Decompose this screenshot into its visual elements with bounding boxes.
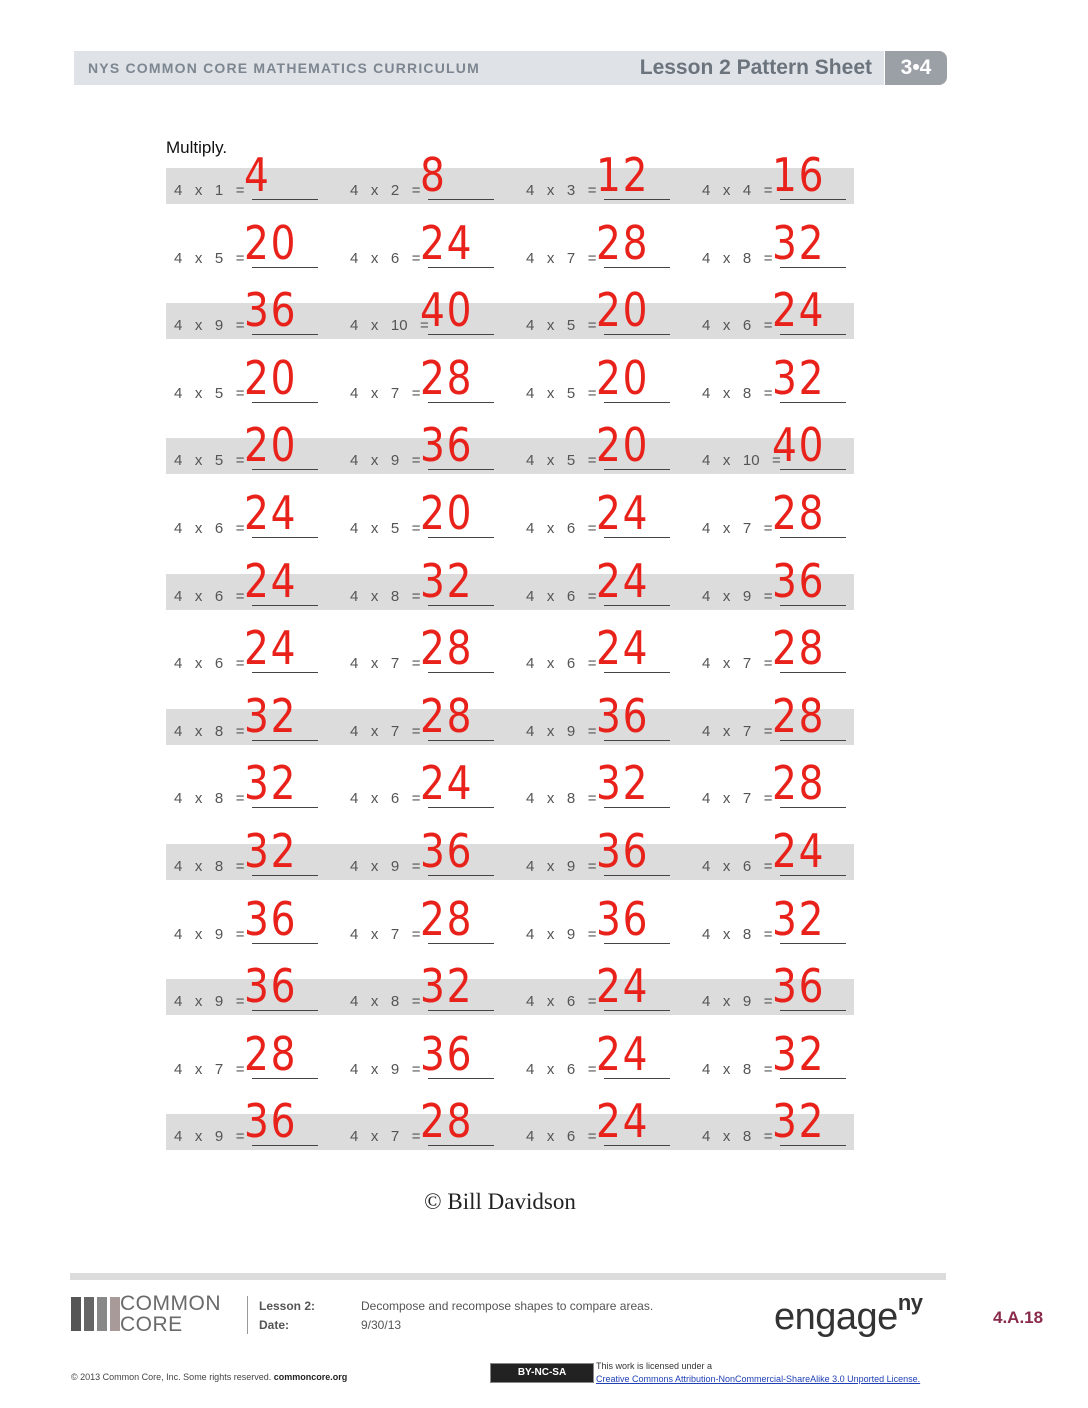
handwritten-answer: 28 [420,1094,474,1149]
problem-cell [342,688,518,745]
problem-equation: 4 x 9 = [350,858,421,875]
problem-cell [342,756,518,812]
problem-equation: 4 x 8 = [702,249,773,267]
problem-equation: 4 x 8 = [350,587,421,605]
problem-equation: 4 x 8 = [174,722,245,740]
problem-cell [518,824,694,880]
problem-equation: 4 x 6 = [350,249,421,267]
problem-cell [166,688,342,745]
handwritten-answer: 28 [772,756,826,811]
problem-cell [166,350,342,407]
problem-cell [694,486,870,542]
problem-equation: 4 x 7 = [350,722,421,740]
handwritten-answer: 24 [596,1094,650,1149]
problem-cell [518,621,694,677]
problem-cell [342,553,518,610]
handwritten-answer: 20 [596,418,650,473]
page-number: 4.A.18 [993,1308,1044,1327]
handwritten-answer: 24 [244,621,298,676]
problem-cell [518,553,694,610]
problem-cell [518,1026,694,1083]
problem-cell [694,688,870,745]
date-label: Date: [259,1318,290,1332]
problem-cell [342,350,518,407]
handwritten-answer: 36 [596,891,650,946]
copyright-link[interactable]: commoncore.org [273,1372,348,1382]
problem-row [166,553,854,610]
logo-line-2: CORE [120,1313,183,1336]
handwritten-answer: 20 [244,350,298,405]
handwritten-answer: 24 [772,824,826,878]
footer-separator [247,1296,248,1334]
problem-equation: 4 x 7 = [350,384,421,402]
problem-row [166,148,854,204]
problem-row [166,688,854,745]
problem-equation: 4 x 2 = [350,182,421,199]
problem-cell [694,283,870,339]
problem-equation: 4 x 8 = [350,993,421,1011]
problem-cell [166,215,342,272]
handwritten-answer: 16 [772,148,826,202]
problem-equation: 4 x 6 = [174,655,245,673]
handwritten-answer: 20 [420,486,474,540]
problem-equation: 4 x 6 = [174,587,245,605]
handwritten-answer: 36 [596,688,650,743]
problem-equation: 4 x 5 = [526,452,597,470]
engageny-logo [774,1290,923,1339]
handwritten-answer: 28 [596,215,650,270]
problem-equation: 4 x 6 = [526,520,597,537]
problem-equation: 4 x 9 = [526,925,597,943]
problem-cell [694,891,870,948]
problem-equation: 4 x 8 = [526,790,597,808]
problem-row [166,959,854,1015]
problem-cell [694,1094,870,1150]
problem-cell [342,1026,518,1083]
page-header [74,51,884,85]
problem-cell [694,1026,870,1083]
problem-cell [166,486,342,542]
problem-equation: 4 x 5 = [526,317,597,335]
handwritten-answer: 40 [420,283,474,338]
handwritten-answer: 32 [772,1026,826,1081]
problem-equation: 4 x 7 = [350,925,421,943]
footer-divider [70,1273,946,1280]
handwritten-answer: 24 [244,486,298,540]
problem-cell [342,283,518,339]
problem-cell [342,959,518,1015]
handwritten-answer: 36 [244,959,298,1014]
problem-equation: 4 x 8 = [174,858,245,875]
author-credit: © Bill Davidson [424,1189,576,1214]
problem-equation: 4 x 5 = [174,452,245,470]
handwritten-answer: 24 [596,1026,650,1081]
problem-cell [518,688,694,745]
problem-cell [166,418,342,474]
problem-equation: 4 x 9 = [702,587,773,605]
lesson-title: Lesson 2 Pattern Sheet [639,56,872,79]
problem-equation: 4 x 6 = [526,993,597,1011]
problem-equation: 4 x 7 = [350,1128,421,1146]
handwritten-answer: 32 [772,1094,826,1149]
problem-cell [694,148,870,204]
problem-cell [166,756,342,812]
problem-cell [166,824,342,880]
handwritten-answer: 24 [420,756,474,811]
handwritten-answer: 32 [772,891,826,946]
problem-equation: 4 x 9 = [350,1060,421,1078]
problem-cell [342,824,518,880]
problem-cell [518,891,694,948]
instruction: Multiply. [166,138,228,157]
problem-row [166,486,854,542]
problem-equation: 4 x 7 = [702,655,773,673]
problem-cell [166,1094,342,1150]
problem-equation: 4 x 7 = [174,1060,245,1078]
handwritten-answer: 24 [596,553,650,608]
handwritten-answer: 28 [420,688,474,743]
problem-cell [518,215,694,272]
handwritten-answer: 28 [772,621,826,676]
handwritten-answer: 32 [596,756,650,811]
engage-text: engage [774,1296,898,1338]
handwritten-answer: 24 [772,283,826,338]
handwritten-answer: 40 [772,418,826,473]
problem-equation: 4 x 6 = [526,1128,597,1146]
problem-cell [694,824,870,880]
handwritten-answer: 32 [772,215,826,270]
problem-cell [166,891,342,948]
handwritten-answer: 20 [244,215,298,270]
curriculum-title: NYS COMMON CORE MATHEMATICS CURRICULUM [88,60,480,76]
problem-equation: 4 x 6 = [350,790,421,808]
handwritten-answer: 4 [244,148,271,202]
license-link[interactable]: Creative Commons Attribution-NonCommercial-ShareAlike 3.0 Unported License. [596,1374,921,1384]
problem-cell [694,215,870,272]
handwritten-answer: 36 [772,959,826,1014]
handwritten-answer: 36 [244,283,298,338]
handwritten-answer: 32 [244,688,298,743]
problem-cell [166,553,342,610]
problem-equation: 4 x 5 = [526,384,597,402]
problem-cell [518,756,694,812]
problem-equation: 4 x 5 = [174,249,245,267]
problem-cell [342,486,518,542]
logo-line-1: COMMON [120,1292,221,1315]
problem-cell [166,148,342,204]
handwritten-answer: 20 [244,418,298,473]
problem-cell [518,283,694,339]
problem-row [166,1026,854,1083]
problem-cell [518,418,694,474]
handwritten-answer: 28 [772,688,826,743]
problem-row [166,350,854,407]
handwritten-answer: 12 [596,148,650,202]
problem-equation: 4 x 5 = [350,520,421,537]
problem-equation: 4 x 9 = [702,993,773,1011]
problem-equation: 4 x 5 = [174,384,245,402]
problem-equation: 4 x 7 = [526,249,597,267]
handwritten-answer: 28 [420,621,474,676]
handwritten-answer: 36 [420,824,474,878]
problem-equation: 4 x 6 = [702,317,773,335]
problem-equation: 4 x 8 = [702,384,773,402]
problem-equation: 4 x 7 = [702,520,773,537]
problem-row [166,1094,854,1150]
handwritten-answer: 36 [596,824,650,878]
problem-row [166,621,854,677]
problem-cell [342,418,518,474]
problem-row [166,891,854,948]
handwritten-answer: 28 [772,486,826,540]
handwritten-answer: 28 [420,350,474,405]
problem-equation: 4 x 10 = [702,452,781,470]
problem-equation: 4 x 8 = [702,1128,773,1146]
problem-equation: 4 x 6 = [174,520,245,537]
problem-equation: 4 x 6 = [702,858,773,875]
problem-equation: 4 x 1 = [174,182,245,199]
problem-cell [694,350,870,407]
problem-cell [342,215,518,272]
problem-equation: 4 x 7 = [350,655,421,673]
problem-equation: 4 x 7 = [702,790,773,808]
handwritten-answer: 36 [420,1026,474,1081]
problem-equation: 4 x 4 = [702,182,773,199]
problem-cell [518,350,694,407]
handwritten-answer: 24 [596,959,650,1014]
handwritten-answer: 36 [420,418,474,473]
grade-module-badge: 3•4 [885,51,947,85]
problem-row [166,283,854,339]
handwritten-answer: 32 [420,553,474,608]
problem-cell [518,148,694,204]
problem-equation: 4 x 7 = [702,722,773,740]
handwritten-answer: 32 [244,756,298,811]
problem-cell [694,756,870,812]
problem-equation: 4 x 3 = [526,182,597,199]
problem-cell [342,621,518,677]
problem-cell [694,418,870,474]
handwritten-answer: 24 [596,486,650,540]
problem-cell [342,1094,518,1150]
handwritten-answer: 24 [420,215,474,270]
problem-cell [342,891,518,948]
handwritten-answer: 28 [244,1026,298,1081]
common-core-logo-text [120,1293,221,1335]
handwritten-answer: 28 [420,891,474,946]
problem-cell [166,1026,342,1083]
problem-equation: 4 x 9 = [350,452,421,470]
problem-equation: 4 x 9 = [174,1128,245,1146]
problem-equation: 4 x 9 = [174,925,245,943]
problem-cell [694,959,870,1015]
problem-equation: 4 x 8 = [702,1060,773,1078]
handwritten-answer: 32 [420,959,474,1014]
handwritten-answer: 8 [420,148,447,202]
problem-equation: 4 x 8 = [702,925,773,943]
lesson-description: Decompose and recompose shapes to compare areas. [361,1299,654,1313]
problem-equation: 4 x 6 = [526,1060,597,1078]
problem-cell [166,283,342,339]
handwritten-answer: 36 [244,1094,298,1149]
handwritten-answer: 20 [596,350,650,405]
lesson-label: Lesson 2: [259,1299,316,1313]
handwritten-answer: 24 [244,553,298,608]
creative-commons-badge-icon: BY-NC-SA [490,1363,594,1383]
problem-equation: 4 x 9 = [174,993,245,1011]
handwritten-answer: 36 [772,553,826,608]
problem-equation: 4 x 8 = [174,790,245,808]
license-text: This work is licensed under a [596,1361,713,1371]
problem-equation: 4 x 9 = [174,317,245,335]
problem-row [166,215,854,272]
problem-cell [166,621,342,677]
problem-equation: 4 x 6 = [526,587,597,605]
problem-cell [518,486,694,542]
problem-row [166,824,854,880]
problem-cell [166,959,342,1015]
date-value: 9/30/13 [361,1318,402,1332]
handwritten-answer: 36 [244,891,298,946]
problem-row [166,756,854,812]
handwritten-answer: 32 [772,350,826,405]
copyright-text: © 2013 Common Core, Inc. Some rights reserved. [71,1372,272,1382]
handwritten-answer: 24 [596,621,650,676]
problem-cell [694,621,870,677]
problem-cell [694,553,870,610]
problem-equation: 4 x 10 = [350,317,429,335]
problem-cell [342,148,518,204]
handwritten-answer: 20 [596,283,650,338]
problem-equation: 4 x 9 = [526,722,597,740]
copyright [71,1372,347,1382]
problem-equation: 4 x 6 = [526,655,597,673]
problem-equation: 4 x 9 = [526,858,597,875]
engage-ny-text: ny [897,1290,923,1315]
problem-cell [518,959,694,1015]
problem-row [166,418,854,474]
handwritten-answer: 32 [244,824,298,878]
problem-cell [518,1094,694,1150]
